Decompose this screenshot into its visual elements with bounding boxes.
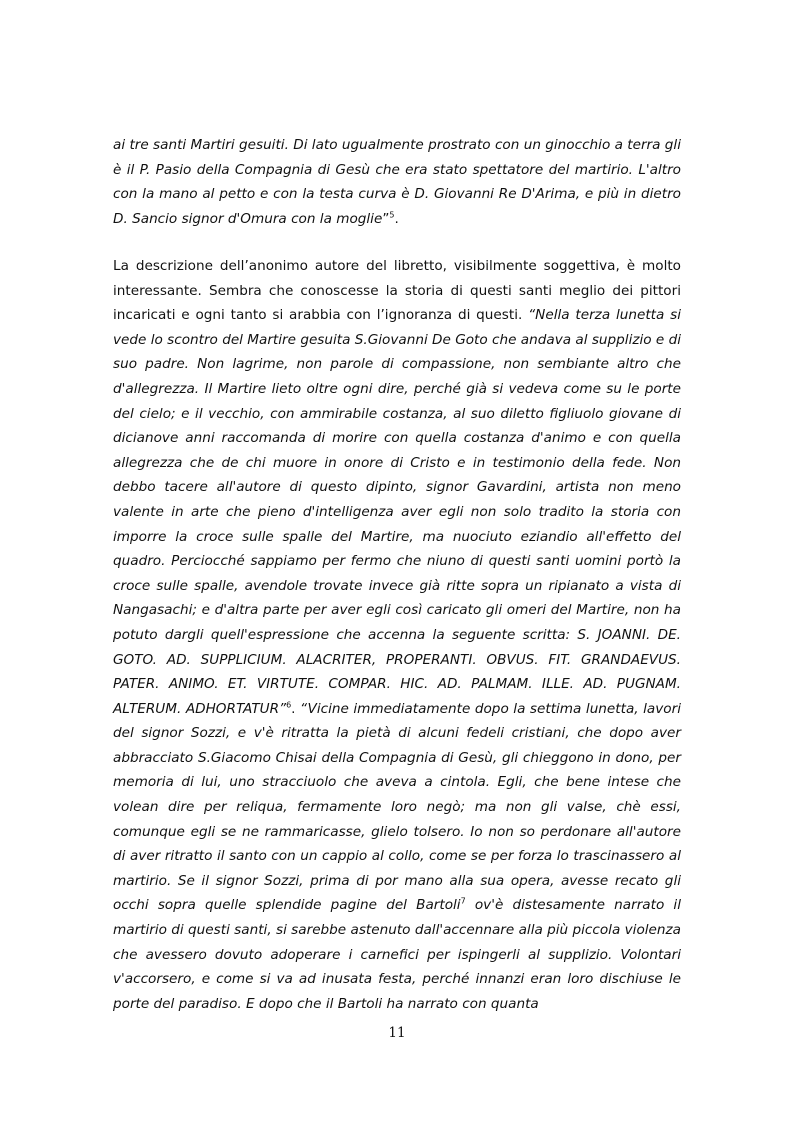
page-number: 11 — [388, 1025, 406, 1041]
intro-text: La descrizione dell’anonimo autore del libretto, visibilmente soggettiva, è molto interessante. Sembra che conoscesse la storia di questi santi meglio dei pittori incaricati e ogni tanto si arabbia con l’ignoranza di questi. — [113, 258, 681, 324]
paragraph-1 — [113, 133, 681, 231]
separator-text: . — [291, 700, 301, 717]
quote-text: ai tre santi Martiri gesuiti. Di lato ugualmente prostrato con un ginocchio a terra gli è il P. Pasio della Compagnia di Gesù che era stato spettatore del martirio. L'altro con la mano al petto e con la testa curva è D. Giovanni Re D'Arima, e più in dietro D. Sancio signor d'Omura con la moglie — [113, 137, 681, 227]
sentence-end: . — [394, 210, 399, 227]
quote-lunetta-7-part-b: ov'è distesamente narrato il martirio di questi santi, si sarebbe astenuto dall'accennare alla più piccola violenza che avessero dovuto adoperare i carnefici per ispingerli al supplizio. Volontari v'accorsero, e come si va ad inusata festa, perché innanzi eran loro dischiuse le porte del paradiso. E dopo che il Bartoli ha narrato con quanta — [113, 897, 681, 1012]
quote-lunetta-3: “Nella terza lunetta si vede lo scontro del Martire gesuita S.Giovanni De Goto che andava al supplizio e di suo padre. Non lagrime, non parole di compassione, non sembiante altro che d'allegrezza. Il Martire lieto oltre ogni dire, perché già si vedeva come su le porte del cielo; e il vecchio, con ammirabile costanza, al suo diletto figliuolo giovane di dicianove anni raccomanda di morire con quella costanza d'animo e con quella allegrezza che de chi muore in onore di Cristo e in testimonio della fede. Non debbo tacere all'autore di questo dipinto, signor Gavardini, artista non meno valente in arte che pieno d'intelligenza aver egli non solo tradito la storia con imporre la croce sulle spalle del Martire, ma nuociuto eziandio all'effetto del quadro. Perciocché sappiamo per fermo che niuno di questi santi uomini portò la croce sulle spalle, avendole trovate invece già ritte sopra un ripianato a vista di Nangasachi; e d'altra parte per aver egli così caricato gli omeri del Martire, non ha potuto dargli quell'espressione che accenna la seguente scritta: S. JOANNI. DE. GOTO. AD. SUPPLICIUM. ALACRITER, PROPERANTI. OBVUS. FIT. GRANDAEVUS. PATER. ANIMO. ET. VIRTUTE. COMPAR. HIC. AD. PALMAM. ILLE. AD. PUGNAM. ALTERUM. ADHORTATUR” — [113, 307, 682, 717]
quote-lunetta-7-part-a: “Vicine immediatamente dopo la settima lunetta, lavori del signor Sozzi, e v'è ritratta la pietà di alcuni fedeli cristiani, che dopo aver abbracciato S.Giacomo Chisai della Compagnia di Gesù, gli chieggono in dono, per memoria di lui, uno stracciuolo che aveva a cintola. Egli, che bene intese che volean dire per reliqua, fermamente loro negò; ma non gli valse, chè essi, comunque egli se ne rammaricasse, glielo tolsero. Io non so perdonare all'autore di aver ritratto il santo con un cappio al collo, come se per forza lo trascinassero al martirio. Se il signor Sozzi, prima di por mano alla sua opera, avesse recato gli occhi sopra quelle splendide pagine del Bartoli — [113, 700, 681, 914]
footnote-marker-6: 6 — [286, 700, 292, 710]
closing-quote-mark: ” — [382, 210, 390, 227]
paragraph-2 — [113, 254, 681, 1016]
footnote-marker-7: 7 — [460, 896, 466, 906]
footnote-marker-5: 5 — [389, 210, 395, 220]
